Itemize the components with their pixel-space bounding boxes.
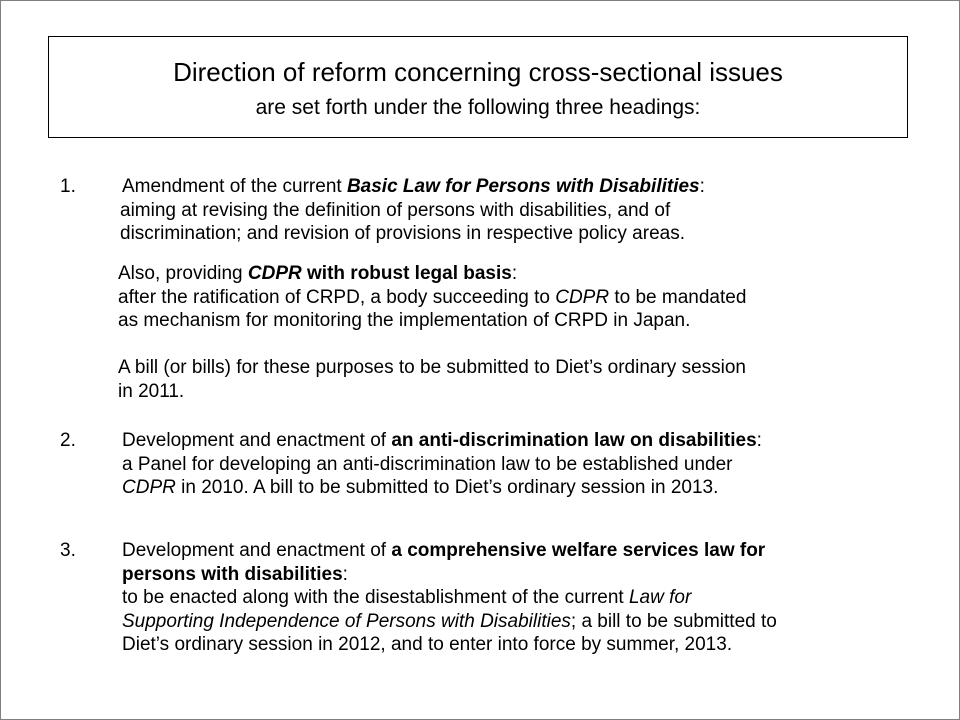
item-3-line5: Diet’s ordinary session in 2012, and to enter into force by summer, 2013. [122,634,733,655]
item-2-line3-post: in 2010. A bill to be submitted to Diet’s ordinary session in 2013. [175,477,719,498]
item-3-heading-emphasis: a comprehensive welfare services law for [391,540,766,561]
item-3-heading-post: : [342,563,348,585]
item-1-body [120,199,685,246]
item-1-number: 1. [60,176,76,197]
slide-subtitle: are set forth under the following three headings: [255,96,701,119]
item-1-heading-post: : [699,176,705,197]
item-1-bill-line1: A bill (or bills) for these purposes to be submitted to Diet’s ordinary session [118,357,747,378]
item-1-bill [118,356,746,403]
item-3-line4-law: Supporting Independence of Persons with Disabilities [122,610,571,632]
item-1-body-line: discrimination; and revision of provisions in respective policy areas. [120,223,685,244]
item-1-also-line2-post: to be mandated [609,286,747,308]
item-3-line3-pre: to be enacted along with the disestablishment of the current [122,587,629,608]
item-3-number: 3. [60,540,76,561]
title-box [48,36,908,138]
item-1-also-cdpr: CDPR [247,263,302,284]
item-1-also-line2-cdpr: CDPR [555,286,610,308]
item-1-also [118,262,746,333]
item-1-heading [122,175,705,199]
item-2-body [122,453,733,500]
item-1-heading-pre: Amendment of the current [122,176,347,197]
item-3-line3-law: Law for [628,587,692,608]
item-1-also-line2-pre: after the ratification of CRPD, a body succeeding to [118,286,556,308]
item-3-heading [122,539,765,586]
item-2-heading-pre: Development and enactment of [122,430,392,451]
item-3-body [122,586,777,657]
item-2-heading-post: : [756,430,762,451]
item-2-heading [122,429,762,453]
item-2-heading-emphasis: an anti-discrimination law on disabilities [391,430,757,451]
item-2-number: 2. [60,430,76,451]
slide-title: Direction of reform concerning cross-sectional issues [173,57,783,87]
item-1-also-post: : [511,263,518,284]
item-1-also-emphasis: with robust legal basis [301,263,512,284]
item-1-also-pre: Also, providing [118,263,248,284]
item-3-line4-post: ; a bill to be submitted to [570,610,777,632]
item-2-line3-cdpr: CDPR [122,477,176,498]
item-1-heading-emphasis: Basic Law for Persons with Disabilities [346,176,700,197]
item-1-body-line: aiming at revising the definition of persons with disabilities, and of [120,199,671,221]
item-3-heading-emphasis-2: persons with disabilities [122,563,343,585]
item-3-heading-pre: Development and enactment of [122,540,392,561]
item-1-bill-line2: in 2011. [118,380,185,402]
item-2-line2: a Panel for developing an anti-discrimination law to be established under [122,453,733,475]
item-1-also-line3: as mechanism for monitoring the implementation of CRPD in Japan. [118,310,691,331]
